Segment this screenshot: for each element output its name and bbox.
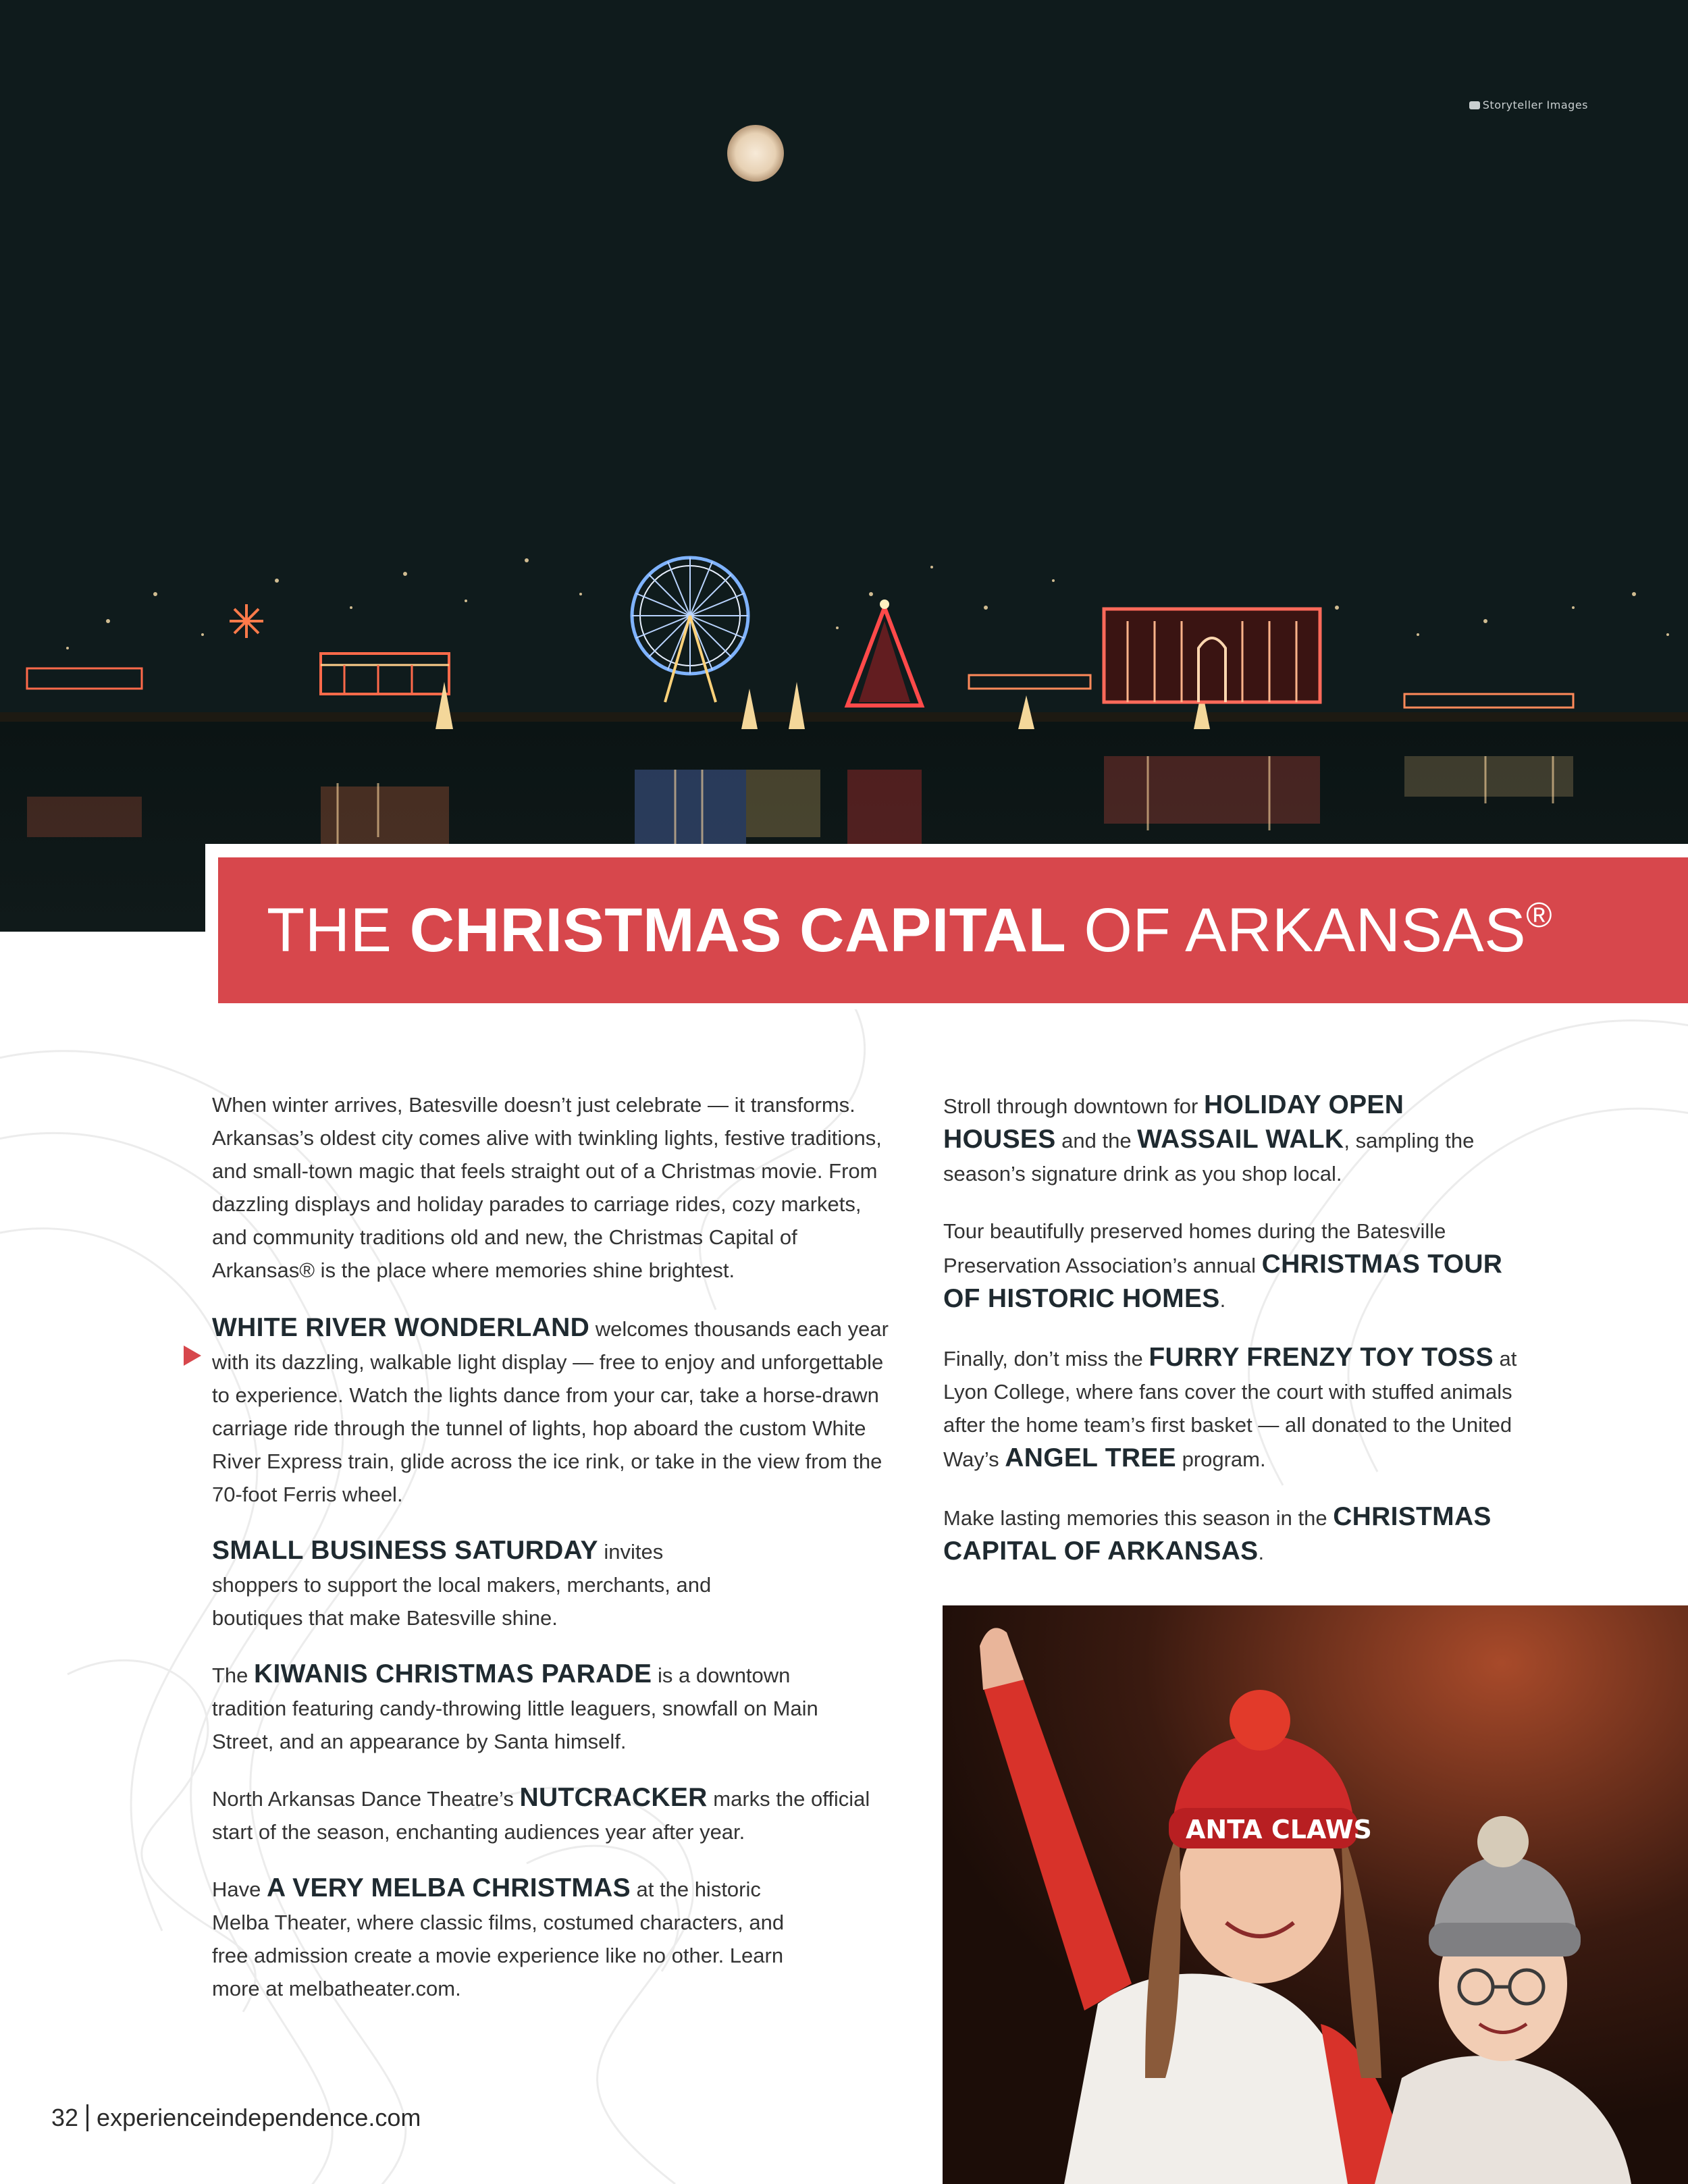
left-column [212, 1088, 901, 2005]
photo-credit: Storyteller Images [1469, 99, 1588, 111]
kids-photo [943, 1605, 1688, 2184]
page-footer [51, 2104, 421, 2132]
page-title: THE CHRISTMAS CAPITAL OF ARKANSAS® [267, 895, 1553, 965]
small-business-paragraph: SMALL BUSINESS SATURDAY invites shoppers to support the local makers, merchants, and boutiques that make Batesville shine. [212, 1536, 712, 1630]
closing-paragraph: Make lasting memories this season in the CHRISTMAS CAPITAL OF ARKANSAS. [943, 1502, 1492, 1566]
footer-site-link[interactable]: experienceindependence.com [97, 2104, 421, 2131]
page-number: 32 [51, 2104, 79, 2131]
footer-divider [86, 2104, 88, 2131]
kids-illustration [943, 1605, 1688, 2184]
night-lights-scene [0, 0, 1688, 932]
nutcracker-paragraph: North Arkansas Dance Theatre’s NUTCRACKER marks the official start of the season, enchanting audiences year after year. [212, 1783, 870, 1844]
camera-icon [1469, 101, 1480, 109]
wonderland-paragraph: WHITE RIVER WONDERLAND welcomes thousands each year with its dazzling, walkable light display — free to enjoy and unforgettable to experience. Watch the lights dance from your car, take a horse-drawn carriage ride through the tunnel of lights, hop aboard the custom White River Express train, glide across the ice rink, or take in the view from the 70-foot Ferris wheel. [212, 1313, 889, 1506]
right-column [943, 1088, 1551, 1569]
play-arrow-icon [184, 1346, 201, 1366]
title-banner [218, 857, 1688, 1003]
intro-paragraph: When winter arrives, Batesville doesn’t just celebrate — it transforms. Arkansas’s oldest city comes alive with twinkling lights, festive traditions, and small-town magic that feels straight out of a Christmas movie. From dazzling displays and holiday parades to carriage rides, cozy markets, and community traditions old and new, the Christmas Capital of Arkansas® is the place where memories shine brightest. [212, 1093, 882, 1282]
moon [727, 125, 784, 182]
melba-paragraph: Have A VERY MELBA CHRISTMAS at the historic Melba Theater, where classic films, costumed characters, and free admission create a movie experience like no other. Learn more at melbatheater.com. [212, 1873, 785, 2000]
toy-toss-paragraph: Finally, don’t miss the FURRY FRENZY TOY TOSS at Lyon College, where fans cover the court with stuffed animals after the home team’s first basket — all donated to the United Way’s ANGEL TREE program. [943, 1343, 1517, 1472]
open-house-paragraph: Stroll through downtown for HOLIDAY OPEN HOUSES and the WASSAIL WALK, sampling the season’s signature drink as you shop local. [943, 1090, 1475, 1186]
parade-paragraph: The KIWANIS CHRISTMAS PARADE is a downtown tradition featuring candy-throwing little leaguers, snowfall on Main Street, and an appearance by Santa himself. [212, 1659, 818, 1753]
beanie-text: ANTA CLAWS [1186, 1815, 1372, 1844]
star-light [230, 604, 263, 638]
hero-photo [0, 0, 1688, 932]
tour-paragraph: Tour beautifully preserved homes during the Batesville Preservation Association’s annual CHRISTMAS TOUR OF HISTORIC HOMES. [943, 1219, 1503, 1313]
lit-gazebo [1104, 609, 1320, 702]
